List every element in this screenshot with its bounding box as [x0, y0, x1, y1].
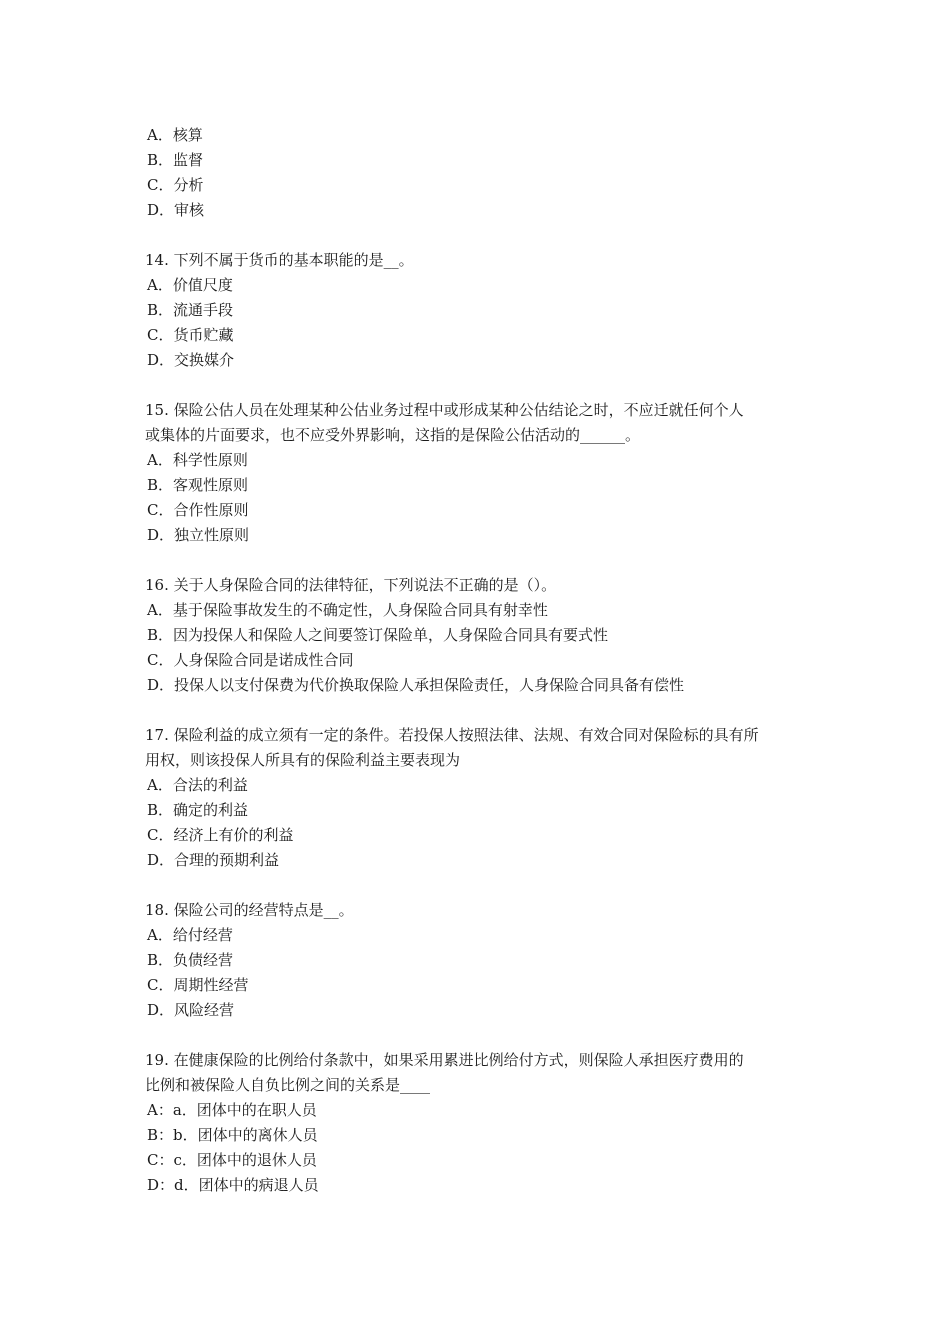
question-text: 16. 关于人身保险合同的法律特征，下列说法不正确的是（）。 [145, 576, 557, 594]
option-d: D．投保人以支付保费为代价换取保险人承担保险责任，人身保险合同具备有偿性 [147, 676, 685, 694]
spacer [145, 698, 815, 723]
question-text: 19. 在健康保险的比例给付条款中，如果采用累进比例给付方式，则保险人承担医疗费用的 [145, 1051, 744, 1069]
option-a: A：a．团体中的在职人员 [147, 1101, 317, 1119]
spacer [145, 548, 815, 573]
option-d: D．交换媒介 [147, 351, 235, 369]
question-14 [145, 248, 815, 373]
question-18 [145, 898, 815, 1023]
option-d: D：d．团体中的病退人员 [147, 1176, 319, 1194]
question-17 [145, 723, 815, 873]
spacer [145, 1023, 815, 1048]
question-text: 用权，则该投保人所具有的保险利益主要表现为 [145, 751, 461, 769]
option-d: D．审核 [147, 201, 205, 219]
intro-options [145, 123, 815, 223]
question-text: 14. 下列不属于货币的基本职能的是__。 [145, 251, 414, 269]
question-19 [145, 1048, 815, 1198]
question-text: 比例和被保险人自负比例之间的关系是____ [145, 1076, 431, 1094]
option-a: A．基于保险事故发生的不确定性，人身保险合同具有射幸性 [147, 601, 548, 619]
option-b: B．负债经营 [147, 951, 234, 969]
option-d: D．风险经营 [147, 1001, 235, 1019]
option-c: C．分析 [147, 176, 204, 194]
option-a: A．合法的利益 [147, 776, 248, 794]
option-a: A．价值尺度 [147, 276, 233, 294]
option-b: B．确定的利益 [147, 801, 249, 819]
option-b: B．监督 [147, 151, 204, 169]
option-b: B．客观性原则 [147, 476, 249, 494]
question-16 [145, 573, 815, 698]
spacer [145, 873, 815, 898]
option-c: C．经济上有价的利益 [147, 826, 294, 844]
option-b: B．因为投保人和保险人之间要签订保险单，人身保险合同具有要式性 [147, 626, 609, 644]
question-text: 18. 保险公司的经营特点是__。 [145, 901, 354, 919]
option-c: C．货币贮藏 [147, 326, 234, 344]
question-text: 或集体的片面要求，也不应受外界影响，这指的是保险公估活动的______。 [145, 426, 641, 444]
option-a: A．核算 [147, 126, 203, 144]
option-a: A．给付经营 [147, 926, 233, 944]
question-text: 15. 保险公估人员在处理某种公估业务过程中或形成某种公估结论之时，不应迁就任何个人 [145, 401, 744, 419]
option-b: B．流通手段 [147, 301, 234, 319]
option-a: A．科学性原则 [147, 451, 248, 469]
option-c: C．周期性经营 [147, 976, 249, 994]
option-b: B：b．团体中的离休人员 [147, 1126, 318, 1144]
option-c: C：c．团体中的退休人员 [147, 1151, 317, 1169]
spacer [145, 373, 815, 398]
option-c: C．合作性原则 [147, 501, 249, 519]
option-c: C．人身保险合同是诺成性合同 [147, 651, 354, 669]
question-15 [145, 398, 815, 548]
option-d: D．合理的预期利益 [147, 851, 280, 869]
spacer [145, 223, 815, 248]
document-page [145, 123, 815, 1198]
question-text: 17. 保险利益的成立须有一定的条件。若投保人按照法律、法规、有效合同对保险标的具有所 [145, 726, 759, 744]
option-d: D．独立性原则 [147, 526, 250, 544]
